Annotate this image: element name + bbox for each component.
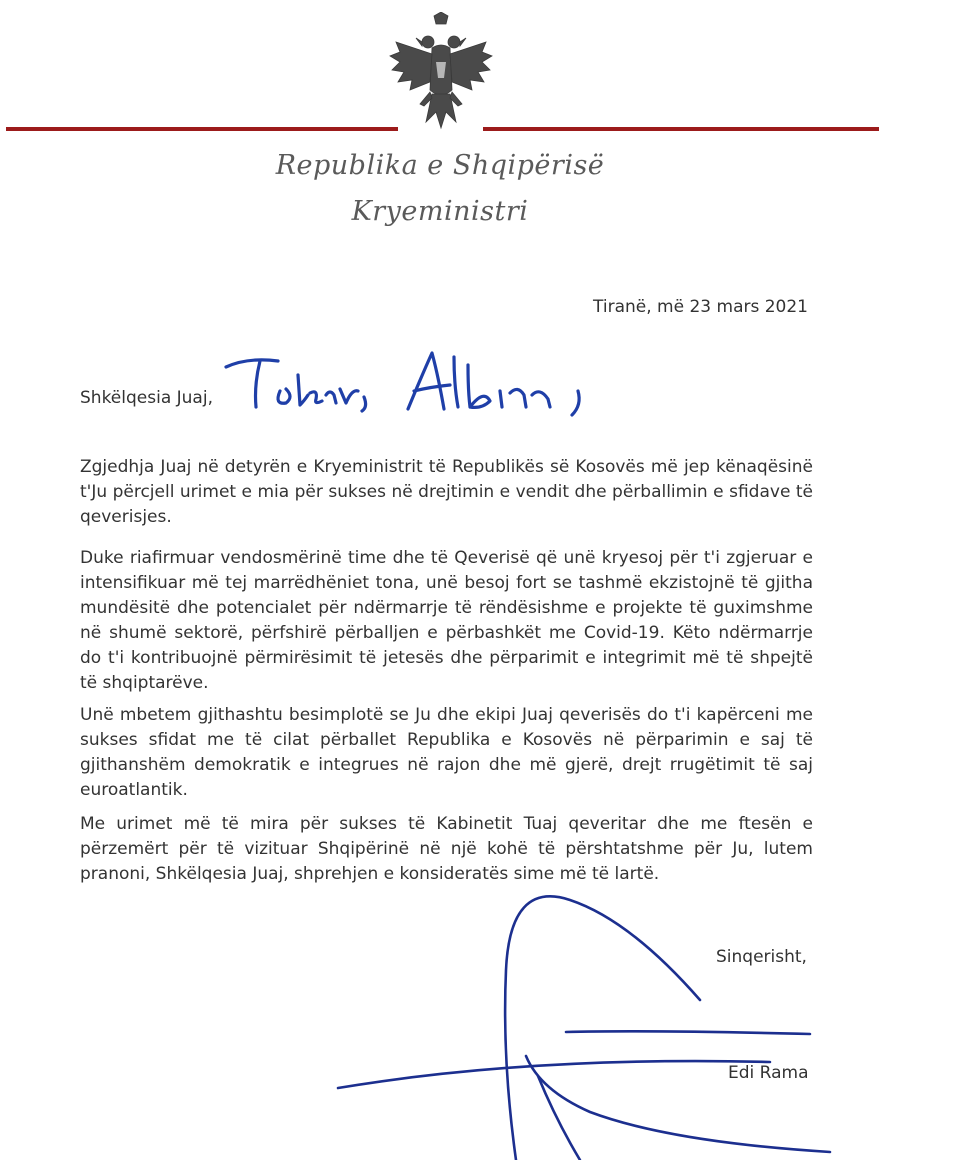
letterhead-office: Kryeministri: [351, 196, 529, 227]
header-rule-right: [483, 127, 879, 131]
letterhead-country: Republika e Shqipërisë: [275, 150, 605, 181]
paragraph-4: Me urimet më të mira për sukses të Kabinetit Tuaj qeveritar dhe me ftesën e përzemërt për të vizituar Shqipërinë në një kohë të përshtatshme për Ju, lutem pranoni, Shkëlqesia Juaj, shprehjen e konsideratës sime më të lartë.: [80, 814, 813, 884]
signer-name: Edi Rama: [728, 1063, 809, 1083]
paragraph-3: Unë mbetem gjithashtu besimplotë se Ju dhe ekipi Juaj qeverisës do t'i kapërceni me sukses sfidat me të cilat përballet Republika e Kosovës në përparimin e saj të gjithanshëm demokratik e integrues në rajon dhe më gjerë, drejt rrugëtimit të saj euroatlantik.: [80, 705, 813, 800]
header-rule-left: [6, 127, 398, 131]
salutation: Shkëlqesia Juaj,: [80, 388, 213, 408]
paragraph-1: Zgjedhja Juaj në detyrën e Kryeministrit të Republikës së Kosovës më jep kënaqësinë t'Ju përcjell urimet e mia për sukses në drejtimin e vendit dhe përballimin e sfidave të qeverisjes.: [80, 457, 813, 527]
albania-eagle-emblem: [386, 12, 496, 138]
handwritten-greeting: [218, 345, 598, 425]
letter-date: Tiranë, më 23 mars 2021: [593, 297, 808, 317]
handwritten-signature: [330, 880, 850, 1160]
closing: Sinqerisht,: [716, 947, 807, 967]
paragraph-2: Duke riafirmuar vendosmërinë time dhe të Qeverisë që unë kryesoj për t'i zgjeruar e intensifikuar më tej marrëdhëniet tona, unë besoj fort se tashmë ekzistojnë të gjitha mundësitë dhe potencialet për ndërmarrje të rëndësishme e projekte të guximshme në shumë sektorë, përfshirë përballjen e përbashkët me Covid-19. Këto ndërmarrje do t'i kontribuojnë përmirësimit të jetesës dhe përparimit e integrimit më të shpejtë të shqiptarëve.: [80, 548, 813, 693]
